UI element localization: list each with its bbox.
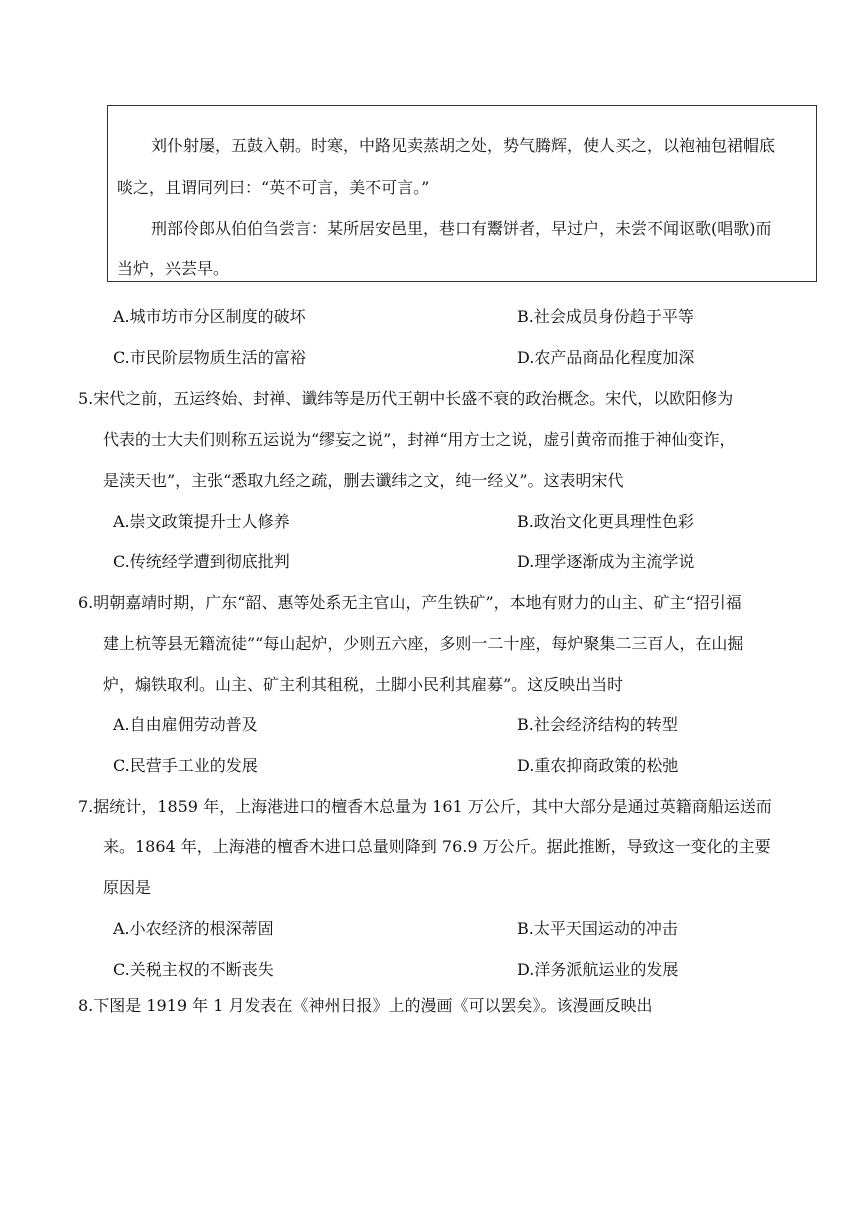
q5-stem-line-2: 代表的士大夫们则称五运说为“缪妄之说”，封禅“用方士之说，虚引黄帝而推于神仙变诈， [103, 430, 736, 449]
q5-option-a[interactable]: A.崇文政策提升士人修养 [113, 512, 290, 531]
passage-paragraph-2-line-2: 当炉，兴芸早。 [117, 259, 230, 278]
q6-stem-line-3: 炉，煽铁取利。山主、矿主利其租税，土脚小民利其雇募”。这反映出当时 [103, 675, 624, 694]
q8-stem-line-1: 8.下图是 1919 年 1 月发表在《神州日报》上的漫画《可以罢矣》。该漫画反映出 [78, 996, 653, 1015]
q5-stem-line-3: 是渎天也”，主张“悉取九经之疏，删去谶纬之文，纯一经义”。这表明宋代 [103, 471, 624, 490]
source-passage-box [107, 105, 817, 282]
q7-stem-line-2: 来。1864 年，上海港的檀香木进口总量则降到 76.9 万公斤。据此推断，导致这一变化的主要 [103, 837, 771, 856]
q5-option-c[interactable]: C.传统经学遭到彻底批判 [113, 552, 290, 571]
q7-stem-line-3: 原因是 [103, 878, 152, 897]
q5-stem-line-1: 5.宋代之前，五运终始、封禅、谶纬等是历代王朝中长盛不衰的政治概念。宋代，以欧阳修为 [78, 389, 734, 408]
q4-option-c[interactable]: C.市民阶层物质生活的富裕 [113, 348, 306, 367]
q5-option-b[interactable]: B.政治文化更具理性色彩 [517, 512, 694, 531]
q6-option-d[interactable]: D.重农抑商政策的松弛 [517, 756, 679, 775]
q6-stem-line-2: 建上杭等县无籍流徒”“每山起炉，少则五六座，多则一二十座，每炉聚集二三百人，在山掘 [103, 634, 744, 653]
q7-option-c[interactable]: C.关税主权的不断丧失 [113, 960, 274, 979]
passage-paragraph-1-line-1: 刘仆射屡，五鼓入朝。时寒，中路见卖蒸胡之处，势气腾辉，使人买之，以袍袖包裙帽底 [151, 136, 776, 155]
passage-paragraph-2-line-1: 刑部伶郎从伯伯刍尝言：某所居安邑里，巷口有鬻饼者，早过户，未尝不闻讴歌(唱歌)而 [151, 219, 772, 238]
q7-stem-line-1: 7.据统计，1859 年，上海港进口的檀香木总量为 161 万公斤，其中大部分是通过英籍商船运送而 [78, 797, 772, 816]
q6-stem-line-1: 6.明朝嘉靖时期，广东“韶、惠等处系无主官山，产生铁矿”，本地有财力的山主、矿主“招引福 [78, 593, 742, 612]
q7-option-b[interactable]: B.太平天国运动的冲击 [517, 919, 678, 938]
q4-option-d[interactable]: D.农产品商品化程度加深 [517, 348, 695, 367]
passage-paragraph-1-line-2: 啖之，且谓同列曰：“英不可言，美不可言。” [117, 178, 430, 197]
q4-option-b[interactable]: B.社会成员身份趋于平等 [517, 307, 694, 326]
q7-option-d[interactable]: D.洋务派航运业的发展 [517, 960, 679, 979]
q6-option-c[interactable]: C.民营手工业的发展 [113, 756, 258, 775]
q5-option-d[interactable]: D.理学逐渐成为主流学说 [517, 552, 695, 571]
q6-option-b[interactable]: B.社会经济结构的转型 [517, 715, 678, 734]
q4-option-a[interactable]: A.城市坊市分区制度的破坏 [113, 307, 306, 326]
q6-option-a[interactable]: A.自由雇佣劳动普及 [113, 715, 258, 734]
q7-option-a[interactable]: A.小农经济的根深蒂固 [113, 919, 274, 938]
